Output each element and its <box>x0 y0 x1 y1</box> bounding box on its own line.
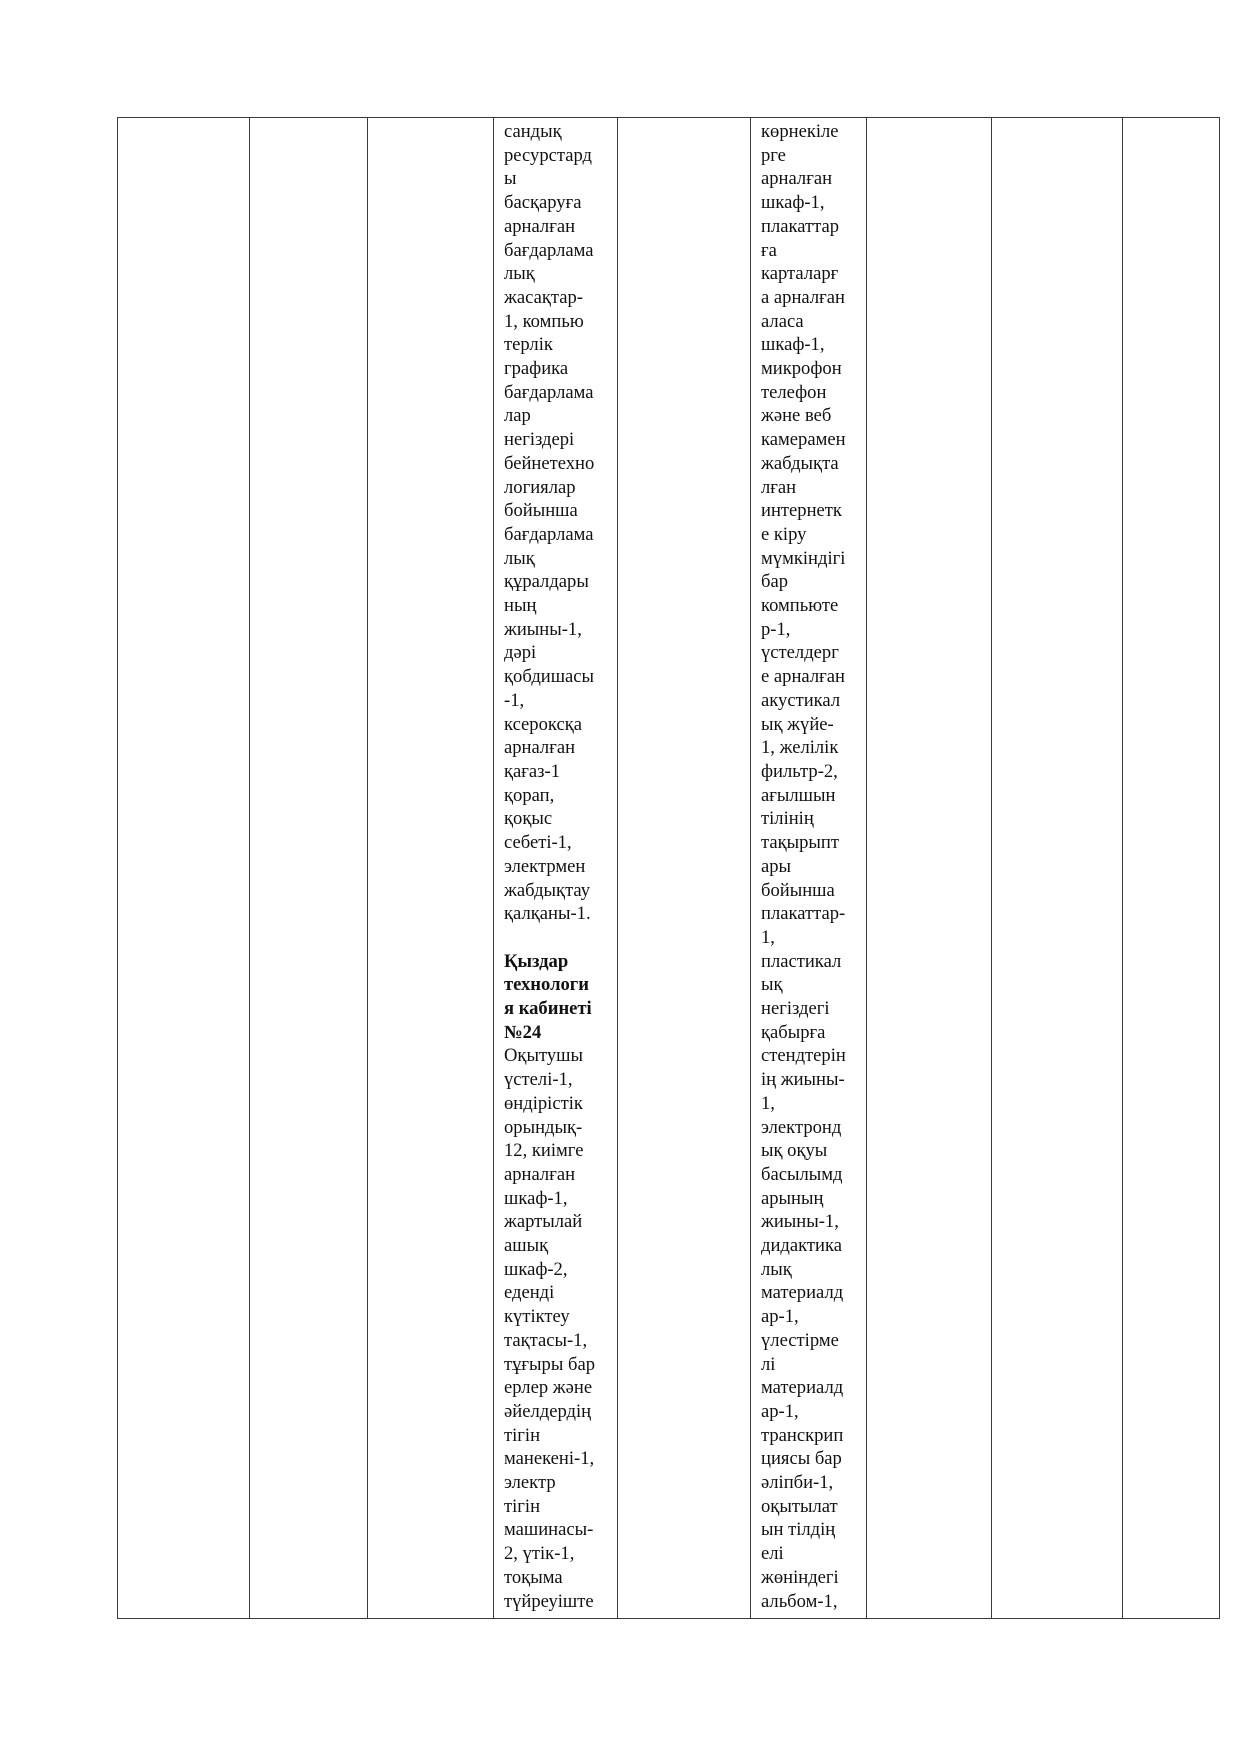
text-line: арының <box>761 1187 824 1209</box>
text-line: негіздері <box>504 429 575 451</box>
text-line: ын тілдің <box>761 1519 836 1541</box>
text-line: негіздегі <box>761 998 830 1020</box>
text-line: бейнетехно <box>504 452 595 474</box>
text-line: ар-1, <box>761 1400 799 1422</box>
text-line: еденді <box>504 1282 555 1304</box>
text-line: микрофон <box>761 358 842 380</box>
text-line: ксероксқа <box>504 713 583 735</box>
text-line: логиялар <box>504 476 576 498</box>
text-line: қағаз-1 <box>504 760 560 782</box>
text-line: басылымд <box>761 1163 843 1185</box>
text-line: күтіктеу <box>504 1306 570 1328</box>
table-cell-col5 <box>618 118 751 1619</box>
text-line: шкаф-2, <box>504 1258 568 1280</box>
text-line: терлік <box>504 334 553 356</box>
text-line: арналған <box>504 1163 576 1185</box>
text-line: лған <box>761 476 797 498</box>
text-line: бар <box>761 571 789 593</box>
text-line: камерамен <box>761 429 846 451</box>
text-line: әліпби-1, <box>761 1472 834 1494</box>
cell-col4-text <box>494 118 617 1613</box>
text-line: қобдишасы <box>504 666 595 688</box>
text-line: ық жүйе- <box>761 713 834 735</box>
text-line: 2, үтік-1, <box>504 1543 575 1565</box>
text-line: қалқаны-1. <box>504 903 591 925</box>
text-line: 1, <box>761 926 775 948</box>
text-line: көрнекіле <box>761 121 839 142</box>
cabinet-heading <box>504 950 617 1045</box>
text-line: ға <box>761 239 777 261</box>
text-line: қорап, <box>504 784 555 806</box>
text-line: манекені-1, <box>504 1448 595 1470</box>
text-line: бағдарлама <box>504 523 594 545</box>
text-line: ің жиыны- <box>761 1069 845 1091</box>
text-line: тақырыпт <box>761 832 839 854</box>
text-line: материалд <box>761 1282 844 1304</box>
text-line: а арналған <box>761 286 845 308</box>
text-line: лық <box>761 1258 792 1280</box>
text-line: р-1, <box>761 618 791 640</box>
text-line: тігін <box>504 1495 541 1517</box>
text-line: арналған <box>761 168 833 190</box>
text-line: орындық- <box>504 1116 583 1138</box>
text-line: Оқытушы <box>504 1045 583 1067</box>
text-line: және веб <box>761 405 832 427</box>
text-line: оқытылат <box>761 1495 838 1517</box>
text-line: циясы бар <box>761 1448 842 1470</box>
text-line: 1, компью <box>504 310 584 332</box>
text-line: шкаф-1, <box>761 334 825 356</box>
text-line: ы <box>504 168 517 190</box>
text-line: ерлер және <box>504 1377 593 1399</box>
text-line: машинасы- <box>504 1519 594 1541</box>
text-line: тілінің <box>761 808 814 830</box>
text-line: альбом-1, <box>761 1590 838 1612</box>
text-line: жартылай <box>504 1211 583 1233</box>
cell-col6-text <box>751 118 866 1613</box>
text-line: лық <box>504 547 535 569</box>
text-line: дидактика <box>761 1235 842 1257</box>
text-line: тақтасы-1, <box>504 1329 588 1351</box>
text-line: лар <box>504 405 531 427</box>
text-line: құралдары <box>504 571 589 593</box>
text-line: плакаттар <box>761 215 840 237</box>
text-line: лі <box>761 1353 776 1375</box>
text-line: интернетк <box>761 500 842 522</box>
text-line: үстелі-1, <box>504 1069 573 1091</box>
text-line: графика <box>504 358 569 380</box>
text-line: басқаруға <box>504 192 582 214</box>
table-cell-col3 <box>368 118 494 1619</box>
text-line: үлестірме <box>761 1329 839 1351</box>
text-line: стендтерін <box>761 1045 846 1067</box>
text-line: акустикал <box>761 689 841 711</box>
text-line: транскрип <box>761 1424 844 1446</box>
equipment-table <box>117 117 1220 1619</box>
text-line: е арналған <box>761 666 845 688</box>
table-cell-col9 <box>1123 118 1220 1619</box>
text-line: 12, киімге <box>504 1140 584 1162</box>
text-line: 1, <box>761 1092 775 1114</box>
text-line: плакаттар- <box>761 903 846 925</box>
text-line: бағдарлама <box>504 239 594 261</box>
text-line: сандық <box>504 121 562 142</box>
text-line: материалд <box>761 1377 844 1399</box>
text-line: жиыны-1, <box>504 618 582 640</box>
text-line: ық <box>761 974 783 996</box>
table-cell-col4 <box>494 118 618 1619</box>
text-line: ның <box>504 595 537 617</box>
text-line: арналған <box>504 737 576 759</box>
text-line: Қыздар <box>504 950 569 972</box>
text-line: электрмен <box>504 855 586 877</box>
text-line: бойынша <box>504 500 578 522</box>
text-line: жасақтар- <box>504 286 583 308</box>
text-line: е кіру <box>761 523 807 545</box>
text-line: 1, желілік <box>761 737 839 759</box>
col6-lines <box>761 120 866 1613</box>
table-cell-col8 <box>992 118 1123 1619</box>
text-line: қоқыс <box>504 808 553 830</box>
text-line: түйреуіште <box>504 1590 594 1612</box>
text-line: фильтр-2, <box>761 760 838 782</box>
text-line: я кабинеті <box>504 998 592 1019</box>
text-line: бағдарлама <box>504 381 594 403</box>
col4-lines <box>504 120 617 926</box>
text-line: жабдықтау <box>504 879 591 901</box>
table-cell-col6 <box>751 118 867 1619</box>
text-line: компьюте <box>761 595 839 617</box>
text-line: ашық <box>504 1235 549 1257</box>
text-line: -1, <box>504 689 525 711</box>
text-line: шкаф-1, <box>761 192 825 214</box>
text-line: себеті-1, <box>504 832 572 854</box>
text-line: ар-1, <box>761 1306 799 1328</box>
col4-lines-after <box>504 1044 617 1613</box>
text-line: әйелдердің <box>504 1400 592 1422</box>
text-line: үстелдерг <box>761 642 839 664</box>
text-line: ық оқуы <box>761 1140 828 1162</box>
text-line: ағылшын <box>761 784 836 806</box>
table-cell-col7 <box>867 118 992 1619</box>
text-line: жөніндегі <box>761 1566 839 1588</box>
text-line: электронд <box>761 1116 842 1138</box>
text-line: бойынша <box>761 879 835 901</box>
text-line: лық <box>504 263 535 285</box>
text-line: карталарғ <box>761 263 839 285</box>
table-row <box>118 118 1220 1619</box>
text-line: шкаф-1, <box>504 1187 568 1209</box>
text-line: елі <box>761 1543 784 1565</box>
text-line: мүмкіндігі <box>761 547 846 569</box>
text-line: №24 <box>504 1021 542 1043</box>
text-line: арналған <box>504 215 576 237</box>
text-line: пластикал <box>761 950 842 972</box>
text-line: өндірістік <box>504 1092 583 1114</box>
text-line: тоқыма <box>504 1566 563 1588</box>
text-line: жабдықта <box>761 452 839 474</box>
text-line: жиыны-1, <box>761 1211 839 1233</box>
text-line: технологи <box>504 974 589 996</box>
text-line: тігін <box>504 1424 541 1446</box>
table-cell-col1 <box>118 118 250 1619</box>
text-line: ары <box>761 855 792 877</box>
text-line: дәрі <box>504 642 537 664</box>
text-line: электр <box>504 1472 556 1494</box>
text-line: рге <box>761 144 786 166</box>
text-line: телефон <box>761 381 827 403</box>
text-line: қабырға <box>761 1021 826 1043</box>
paragraph-gap <box>504 926 617 950</box>
text-line: тұғыры бар <box>504 1353 595 1375</box>
table-cell-col2 <box>250 118 368 1619</box>
text-line: ресурстард <box>504 144 592 166</box>
text-line: аласа <box>761 310 804 332</box>
